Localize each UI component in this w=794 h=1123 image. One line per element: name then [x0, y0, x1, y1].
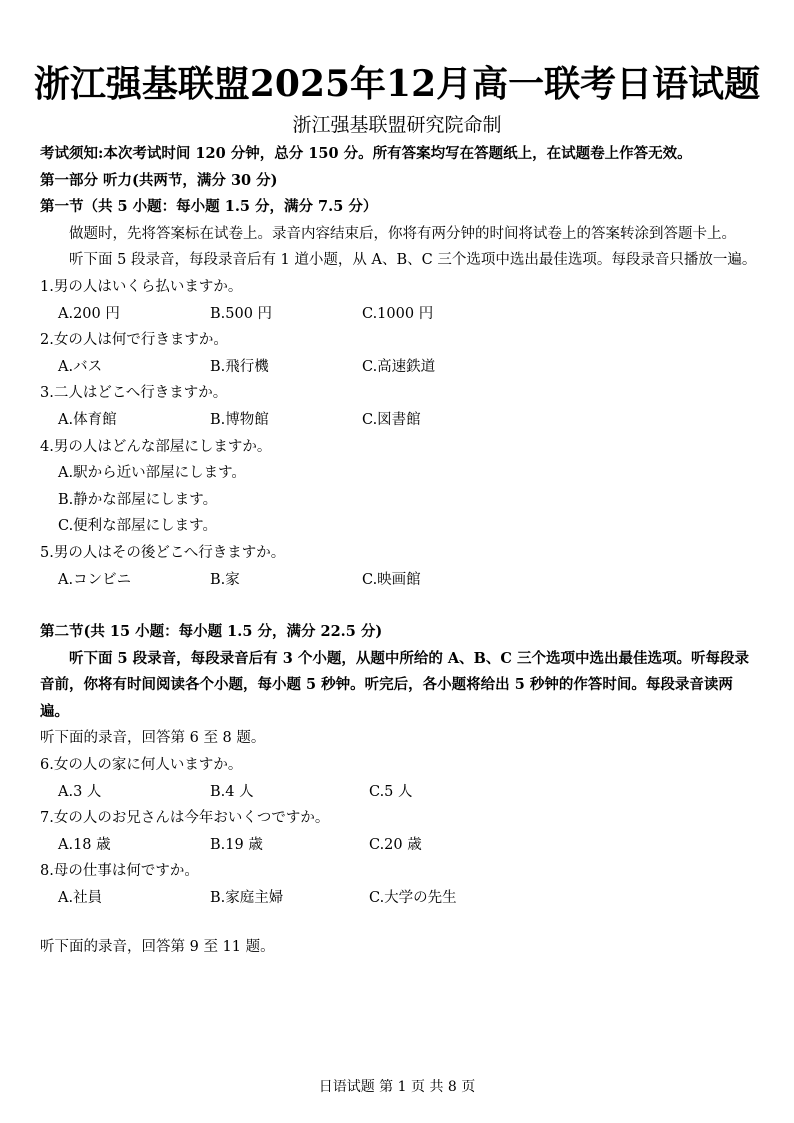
page-footer: 日语试题 第 1 页 共 8 页 — [318, 1079, 476, 1095]
question-7: 7.女の人のお兄さんは今年おいくつですか。 — [40, 810, 330, 827]
exam-content — [40, 141, 760, 960]
section2-instruction: 听下面 5 段录音，每段录音后有 3 个小题，从题中所给的 A、B、C 三个选项中选出最佳选项。听每段录音前，你将有时间阅读各个小题，每小题 5 秒钟。听完后，各小题将给出 5 秒钟的作答时间。每段录音读两遍。 — [40, 649, 750, 720]
option-a: A.18 歳 — [58, 836, 111, 853]
question-2-options — [40, 354, 760, 381]
option-a: A.200 円 — [58, 305, 120, 322]
question-6-options — [40, 779, 760, 806]
exam-notice: 考试须知:本次考试时间 120 分钟，总分 150 分。所有答案均写在答题纸上，在试题卷上作答无效。 — [40, 145, 692, 162]
question-6: 6.女の人の家に何人いますか。 — [40, 757, 243, 774]
section2-heading: 第二节(共 15 小题：每小题 1.5 分，满分 22.5 分) — [40, 623, 383, 641]
option-b: B.博物館 — [210, 411, 269, 428]
question-8: 8.母の仕事は何ですか。 — [40, 863, 199, 880]
option-b: B.家 — [210, 571, 240, 588]
option-c: C.20 歳 — [369, 836, 422, 853]
exam-subtitle: 浙江强基联盟研究院命制 — [292, 114, 502, 136]
group2-intro: 听下面的录音，回答第 9 至 11 题。 — [40, 938, 275, 955]
spacer — [40, 912, 760, 934]
question-4: 4.男の人はどんな部屋にしますか。 — [40, 438, 272, 455]
option-a: A.体育館 — [58, 411, 117, 428]
option-b: B.19 歳 — [210, 836, 263, 853]
question-8-options — [40, 885, 760, 912]
question-3: 3.二人はどこへ行きますか。 — [40, 385, 228, 402]
exam-title: 浙江强基联盟2025年12月高一联考日语试题 — [33, 63, 761, 105]
option-c: C.高速鉄道 — [362, 358, 436, 375]
option-a: A.社員 — [58, 890, 103, 907]
option-c: C.便利な部屋にします。 — [58, 518, 218, 535]
question-1-options — [40, 301, 760, 328]
question-1: 1.男の人はいくら払いますか。 — [40, 278, 243, 295]
option-b: B.静かな部屋にします。 — [58, 491, 218, 508]
part1-heading: 第一部分 听力(共两节，满分 30 分) — [40, 171, 278, 189]
option-a: A.バス — [58, 358, 103, 375]
option-a: A.駅から近い部屋にします。 — [58, 465, 246, 482]
option-c: C.映画館 — [362, 571, 421, 588]
option-c: C.図書館 — [362, 411, 421, 428]
option-b: B.4 人 — [210, 783, 254, 800]
section1-instruction-2: 听下面 5 段录音，每段录音后有 1 道小题，从 A、B、C 三个选项中选出最佳选项。每段录音只播放一遍。 — [69, 252, 757, 269]
option-b: B.家庭主婦 — [210, 890, 284, 907]
group1-intro: 听下面的录音，回答第 6 至 8 题。 — [40, 730, 266, 747]
option-b: B.500 円 — [210, 305, 273, 322]
question-5-options — [40, 567, 760, 594]
question-5: 5.男の人はその後どこへ行きますか。 — [40, 544, 286, 561]
question-2: 2.女の人は何で行きますか。 — [40, 332, 228, 349]
option-a: A.3 人 — [58, 783, 102, 800]
option-a: A.コンビニ — [58, 571, 132, 588]
option-c: C.大学の先生 — [369, 890, 457, 907]
question-3-options — [40, 407, 760, 434]
option-c: C.1000 円 — [362, 305, 434, 322]
spacer — [40, 593, 760, 619]
section1-instruction-1: 做题时，先将答案标在试卷上。录音内容结束后，你将有两分钟的时间将试卷上的答案转涂到答题卡上。 — [69, 225, 736, 242]
section1-heading: 第一节（共 5 小题：每小题 1.5 分，满分 7.5 分） — [40, 198, 378, 216]
option-b: B.飛行機 — [210, 358, 269, 375]
question-7-options — [40, 832, 760, 859]
option-c: C.5 人 — [369, 783, 413, 800]
